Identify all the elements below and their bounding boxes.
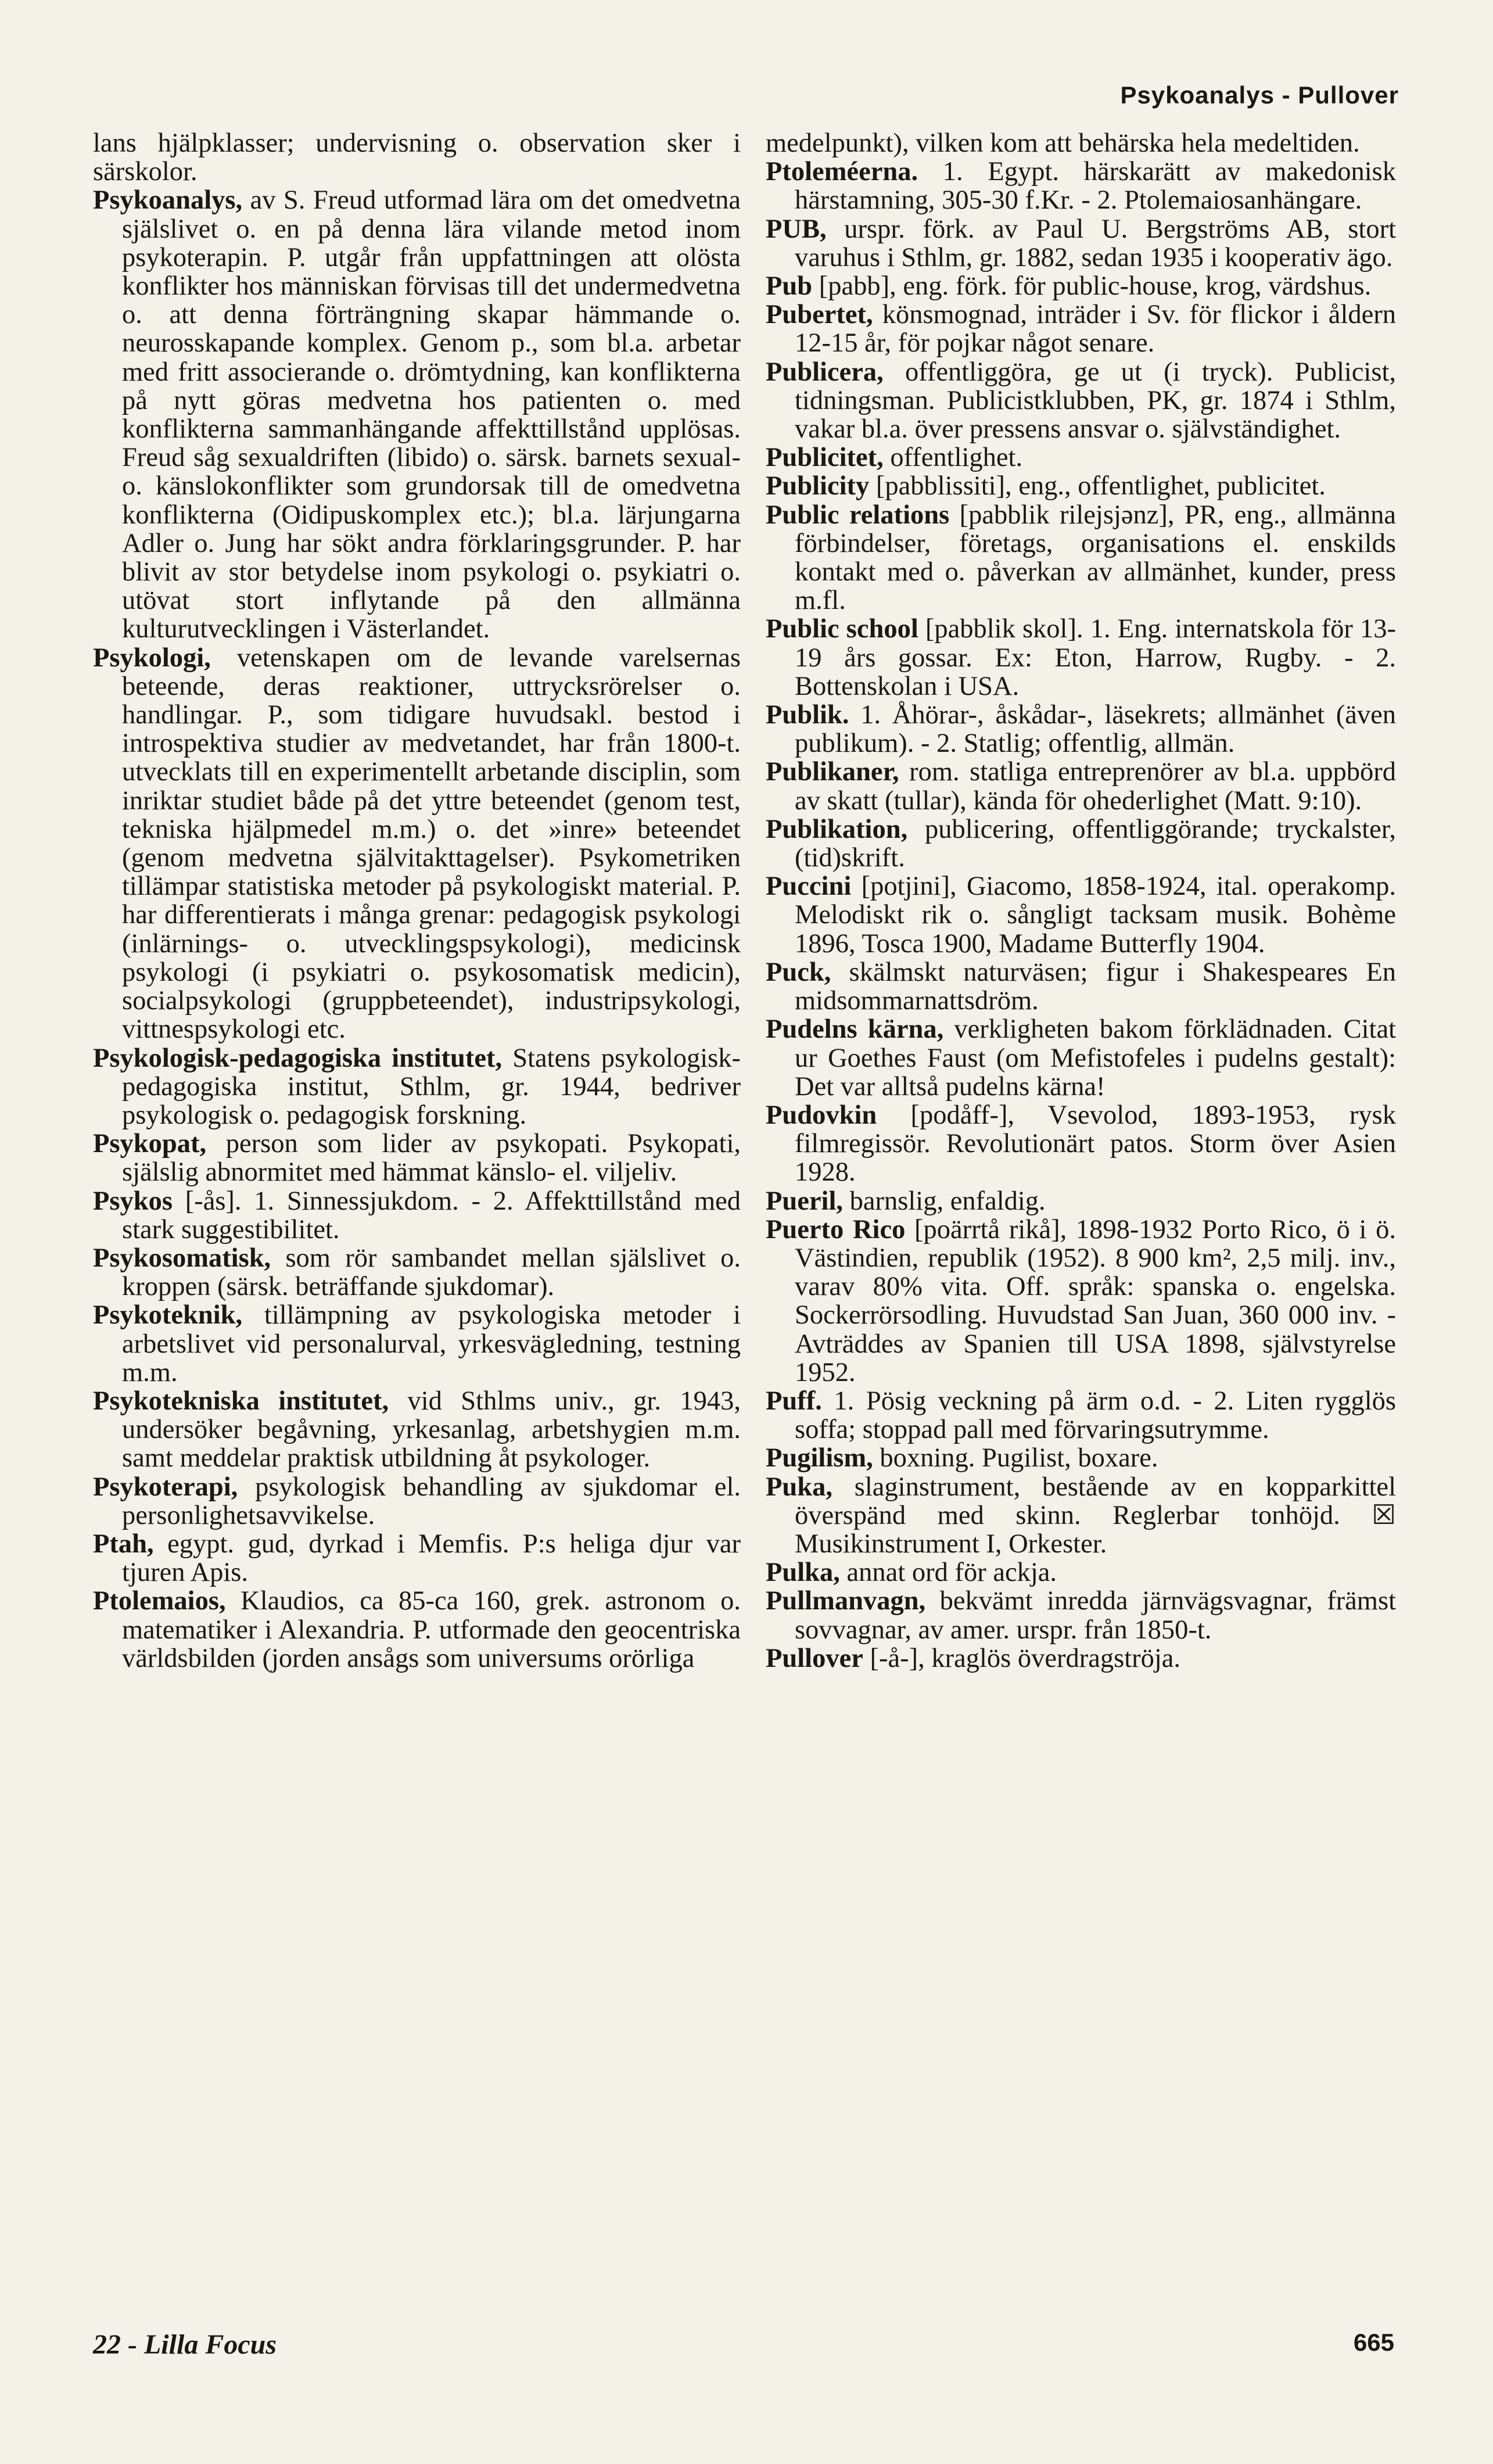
entry-headword: Puerto Rico <box>766 1214 906 1244</box>
entry-headword: Publicera, <box>766 357 884 387</box>
entry-headword: Pugilism, <box>766 1443 873 1473</box>
dictionary-entry <box>766 701 1396 758</box>
entry-text: [pabblik skol]. 1. Eng. internatskola för 13-19 års gossar. Ex: Eton, Harrow, Rugby. - 2. Bottenskolan i USA. <box>795 614 1396 701</box>
dictionary-entry <box>766 272 1396 300</box>
entry-text: [pabb], eng. förk. för public-house, krog, värdshus. <box>812 271 1372 302</box>
entry-text: verkligheten bakom förklädnaden. Citat ur Goethes Faust (om Mefistofeles i pudelns gestalt): Det var alltså pudelns kärna! <box>795 1014 1396 1102</box>
entry-text: urspr. förk. av Paul U. Bergströms AB, stort varuhus i Sthlm, gr. 1882, sedan 1935 i kooperativ ägo. <box>795 214 1396 272</box>
entry-text: 1. Pösig veckning på ärm o.d. - 2. Liten rygglös soffa; stoppad pall med förvaringsutrymme. <box>795 1386 1396 1445</box>
entry-headword: Public relations <box>766 500 950 530</box>
entry-headword: Pueril, <box>766 1186 844 1216</box>
dictionary-entry <box>766 1558 1396 1587</box>
entry-text: [potjini], Giacomo, 1858-1924, ital. operakomp. Melodiskt rik o. sångligt tacksam musik. Bohème 1896, Tosca 1900, Madame Butterfly 1904. <box>795 871 1396 959</box>
entry-headword: Ptoleméerna. <box>766 157 918 187</box>
dictionary-entry <box>93 1301 741 1387</box>
entry-text: offentlighet. <box>883 443 1023 473</box>
entry-headword: Public school <box>766 614 918 644</box>
entry-headword: Ptolemaios, <box>93 1586 226 1616</box>
dictionary-entry <box>93 1129 741 1186</box>
dictionary-entry <box>93 1387 741 1473</box>
entry-text: [podåff-], Vsevolod, 1893-1953, rysk filmregissör. Revolutionärt patos. Storm över Asien 1928. <box>795 1100 1396 1188</box>
entry-headword: Psykoterapi, <box>93 1472 238 1502</box>
entry-headword: Psykoanalys, <box>93 185 243 216</box>
dictionary-entry <box>766 1015 1396 1101</box>
entry-headword: Puka, <box>766 1472 833 1502</box>
entry-headword: Publicity <box>766 471 870 501</box>
dictionary-entry <box>766 300 1396 357</box>
entry-headword: Publikation, <box>766 814 908 844</box>
entry-headword: Psykosomatisk, <box>93 1243 271 1273</box>
dictionary-entry <box>766 1587 1396 1644</box>
entry-text: 1. Åhörar-, åskådar-, läsekrets; allmänhet (även publikum). - 2. Statlig; offentlig, allmän. <box>795 700 1396 759</box>
dictionary-entry <box>766 472 1396 500</box>
dictionary-entry <box>93 1187 741 1244</box>
entry-text: Statens psykologisk-pedagogiska institut, Sthlm, gr. 1944, bedriver psykologisk o. pedagogisk forskning. <box>122 1043 741 1130</box>
right-column <box>766 129 1396 1673</box>
page-number: 665 <box>1353 2329 1394 2356</box>
dictionary-entry <box>766 1473 1396 1559</box>
entry-headword: Psykologisk-pedagogiska institutet, <box>93 1043 503 1073</box>
entry-headword: Psykologi, <box>93 643 211 673</box>
entry-text: 1. Egypt. härskarätt av makedonisk härstamning, 305-30 f.Kr. - 2. Ptolemaiosanhängare. <box>795 157 1396 216</box>
dictionary-entry <box>766 758 1396 815</box>
dictionary-entry <box>766 215 1396 272</box>
entry-text: offentliggöra, ge ut (i tryck). Publicist, tidningsman. Publicistklubben, PK, gr. 1874 i Sthlm, vakar bl.a. över pressens ansvar o. självständighet. <box>795 357 1396 444</box>
entry-headword: Ptah, <box>93 1529 154 1559</box>
dictionary-entry <box>93 186 741 643</box>
entry-text: boxning. Pugilist, boxare. <box>873 1443 1158 1473</box>
dictionary-entry <box>766 1101 1396 1187</box>
entry-headword: Pudovkin <box>766 1100 877 1130</box>
entry-headword: Puck, <box>766 957 831 987</box>
entry-text: psykologisk behandling av sjukdomar el. personlighetsavvikelse. <box>122 1472 741 1530</box>
entry-text: av S. Freud utformad lära om det omedvetna själslivet o. en på denna lära vilande metod inom psykoterapin. P. utgår från uppfattningen att olösta konflikter hos människan förvisas till det undermedvetna o. att denna förträngning skapar hämmande o. neurosskapande komplex. Genom p., som bl.a. arbetar med fritt associerande o. drömtydning, kan konflikterna på nytt göras medvetna hos patienten o. med konflikterna sammanhängande affekttillstånd upplösas. Freud såg sexualdriften (libido) o. särsk. barnets sexual- o. känslokonflikter som grundorsak till de omedvetna konflikterna (Oidipuskomplex etc.); bl.a. lärjungarna Adler o. Jung har sökt andra förklaringsgrunder. P. har blivit av stor betydelse inom psykologi o. psykiatri o. utövat stort inflytande på den allmänna kulturutvecklingen i Västerlandet. <box>122 185 741 644</box>
entry-headword: Puff. <box>766 1386 822 1416</box>
dictionary-entry <box>766 443 1396 472</box>
entry-headword: Publicitet, <box>766 443 884 473</box>
dictionary-entry <box>93 1530 741 1587</box>
dictionary-entry <box>766 615 1396 701</box>
entry-headword: Publik. <box>766 700 849 730</box>
dictionary-entry <box>93 1044 741 1130</box>
entry-headword: Psykopat, <box>93 1129 207 1159</box>
left-column <box>93 129 741 1673</box>
dictionary-entry <box>766 1187 1396 1215</box>
entry-text: som rör sambandet mellan själslivet o. kroppen (särsk. beträffande sjukdomar). <box>122 1243 741 1302</box>
entry-text: egypt. gud, dyrkad i Memfis. P:s heliga djur var tjuren Apis. <box>122 1529 741 1588</box>
dictionary-entry <box>766 1644 1396 1673</box>
entry-headword: Pubertet, <box>766 300 873 330</box>
entry-headword: Psykos <box>93 1186 173 1216</box>
entry-headword: Pulka, <box>766 1558 840 1588</box>
dictionary-entry <box>766 157 1396 214</box>
dictionary-entry <box>766 501 1396 615</box>
entry-headword: Pullmanvagn, <box>766 1586 926 1616</box>
entry-text: barnslig, enfaldig. <box>843 1186 1046 1216</box>
dictionary-entry <box>766 358 1396 444</box>
entry-text: annat ord för ackja. <box>839 1558 1057 1588</box>
entry-headword: Psykotekniska institutet, <box>93 1386 389 1416</box>
entry-text: lans hjälpklasser; undervisning o. observation sker i särskolor. <box>93 128 741 187</box>
entry-headword: Pub <box>766 271 813 302</box>
entry-headword: Pudelns kärna, <box>766 1014 944 1045</box>
entry-text: [-å-], kraglös överdragströja. <box>863 1643 1181 1673</box>
dictionary-entry <box>93 644 741 1044</box>
entry-text: slaginstrument, bestående av en kopparkittel överspänd med skinn. Reglerbar tonhöjd. ☒ Musikinstrument I, Orkester. <box>795 1472 1396 1559</box>
dictionary-entry <box>766 872 1396 958</box>
dictionary-entry <box>766 958 1396 1015</box>
entry-headword: Puccini <box>766 871 852 902</box>
dictionary-entry <box>766 1215 1396 1387</box>
entry-text: person som lider av psykopati. Psykopati, själslig abnormitet med hämmat känslo- el. viljeliv. <box>122 1129 741 1188</box>
dictionary-entry <box>766 815 1396 872</box>
entry-headword: Psykoteknik, <box>93 1300 243 1330</box>
entry-text: publicering, offentliggörande; tryckalster, (tid)skrift. <box>795 814 1396 873</box>
entry-text: [pabblissiti], eng., offentlighet, publicitet. <box>869 471 1326 501</box>
entry-text: könsmognad, inträder i Sv. för flickor i åldern 12-15 år, för pojkar något senare. <box>795 300 1396 358</box>
dictionary-entry <box>93 129 741 186</box>
footer-publication: 22 - Lilla Focus <box>93 2329 277 2360</box>
entry-headword: PUB, <box>766 214 827 244</box>
entry-headword: Publikaner, <box>766 757 899 787</box>
entry-text: bekvämt inredda järnvägsvagnar, främst sovvagnar, av amer. urspr. från 1850-t. <box>795 1586 1396 1645</box>
dictionary-entry <box>766 1387 1396 1444</box>
dictionary-entry <box>93 1244 741 1301</box>
dictionary-entry <box>766 1444 1396 1472</box>
dictionary-entry <box>93 1587 741 1673</box>
entry-text: vetenskapen om de levande varelsernas beteende, deras reaktioner, uttrycksrörelser o. handlingar. P., som tidigare huvudsakl. bestod i introspektiva studier av medvetandet, har från 1800-t. utvecklats till en experimentellt arbetande disciplin, som inriktar studiet både på det yttre beteendet (genom test, tekniska hjälpmedel m.m.) o. det »inre» beteendet (genom medvetna självitakttagelser). Psykometriken tillämpar statistiska metoder på psykologiskt material. P. har differentierats i många grenar: pedagogisk psykologi (inlärnings- o. utvecklingspsykologi), medicinsk psykologi (i psykiatri o. psykosomatisk medicin), socialpsykologi (gruppbeteendet), industripsykologi, vittnespsykologi etc. <box>122 643 741 1045</box>
entry-text: [-ås]. 1. Sinnessjukdom. - 2. Affekttillstånd med stark suggestibilitet. <box>122 1186 741 1244</box>
running-header: Psykoanalys - Pullover <box>1120 81 1399 109</box>
dictionary-entry <box>766 129 1396 157</box>
entry-text: tillämpning av psykologiska metoder i arbetslivet vid personalurval, yrkesvägledning, testning m.m. <box>122 1300 741 1387</box>
dictionary-entry <box>93 1473 741 1530</box>
entry-text: vid Sthlms univ., gr. 1943, undersöker begåvning, yrkesanlag, arbetshygien m.m. samt meddelar praktisk utbildning åt psykologer. <box>122 1386 741 1473</box>
entry-text: medelpunkt), vilken kom att behärska hela medeltiden. <box>766 128 1360 158</box>
entry-text: [pabblik rilejsjənz], PR, eng., allmänna förbindelser, företags, organisations el. enskilds kontakt med o. påverkan av allmänhet, kunder, press m.fl. <box>795 500 1396 616</box>
entry-text: rom. statliga entreprenörer av bl.a. uppbörd av skatt (tullar), kända för ohederlighet (Matt. 9:10). <box>795 757 1396 816</box>
entry-text: Klaudios, ca 85-ca 160, grek. astronom o. matematiker i Alexandria. P. utformade den geocentriska världsbilden (jorden ansågs som universums orörliga <box>122 1586 741 1673</box>
entry-text: [poärrtå rikå], 1898-1932 Porto Rico, ö i ö. Västindien, republik (1952). 8 900 km², 2,5 milj. inv., varav 80% vita. Off. språk: spanska o. engelska. Sockerrörsodling. Huvudstad San Juan, 360 000 inv. - Avträddes av Spanien till USA 1898, självstyrelse 1952. <box>795 1214 1397 1387</box>
entry-text: skälmskt naturväsen; figur i Shakespeares En midsommarnattsdröm. <box>795 957 1396 1016</box>
entry-headword: Pullover <box>766 1643 863 1673</box>
